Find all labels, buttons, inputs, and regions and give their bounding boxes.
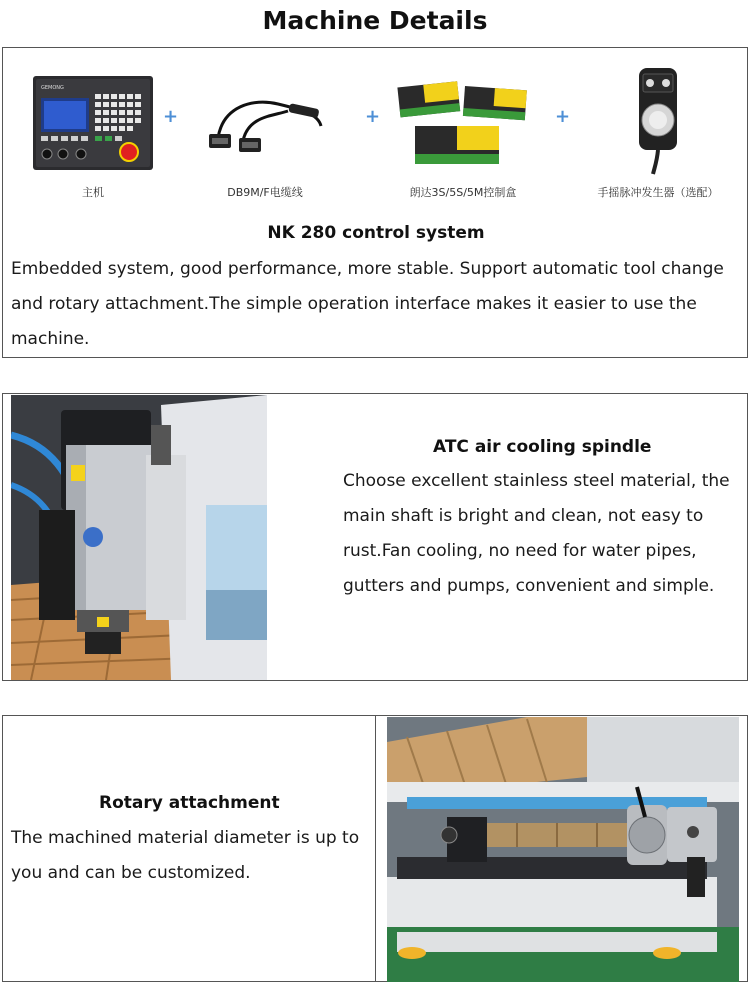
control-box-label: 朗达3S/5S/5M控制盒 [409,186,517,199]
handwheel-label: 手摇脉冲发生器（选配） [597,186,719,199]
control-system-panel [2,47,748,358]
description-line: you and can be customized. [11,863,251,883]
controller-image [33,76,153,170]
description-line: rust.Fan cooling, no need for water pipes, [343,541,697,561]
controller-label: 主机 [82,186,104,199]
rotary-heading: Rotary attachment [99,793,280,813]
spindle-description [343,464,747,604]
description-line: gutters and pumps, convenient and simple. [343,576,715,596]
spindle-panel [2,393,748,681]
controller-brand: GEMONG [41,85,64,91]
description-line: machine. [11,329,90,349]
rotary-description [11,821,375,891]
description-line: The machined material diameter is up to [11,828,360,848]
page-title: Machine Details [262,6,488,35]
spindle-heading: ATC air cooling spindle [433,437,652,457]
cable-label: DB9M/F电缆线 [227,186,303,199]
description-line: Choose excellent stainless steel material, the [343,471,730,491]
panel-divider [375,716,376,981]
spindle-photo [11,395,267,680]
description-line: Embedded system, good performance, more stable. Support automatic tool change [11,259,724,279]
control-box-image [393,76,533,172]
description-line: main shaft is bright and clean, not easy to [343,506,704,526]
plus-sign: + [555,106,571,127]
description-line: and rotary attachment.The simple operation interface makes it easier to use the [11,294,697,314]
rotary-panel [2,715,748,982]
rotary-photo [387,717,739,982]
control-system-description [11,252,747,357]
plus-sign: + [163,106,179,127]
control-system-heading: NK 280 control system [267,223,485,243]
plus-sign: + [365,106,381,127]
cable-image [203,86,328,156]
handwheel-image [629,66,687,176]
